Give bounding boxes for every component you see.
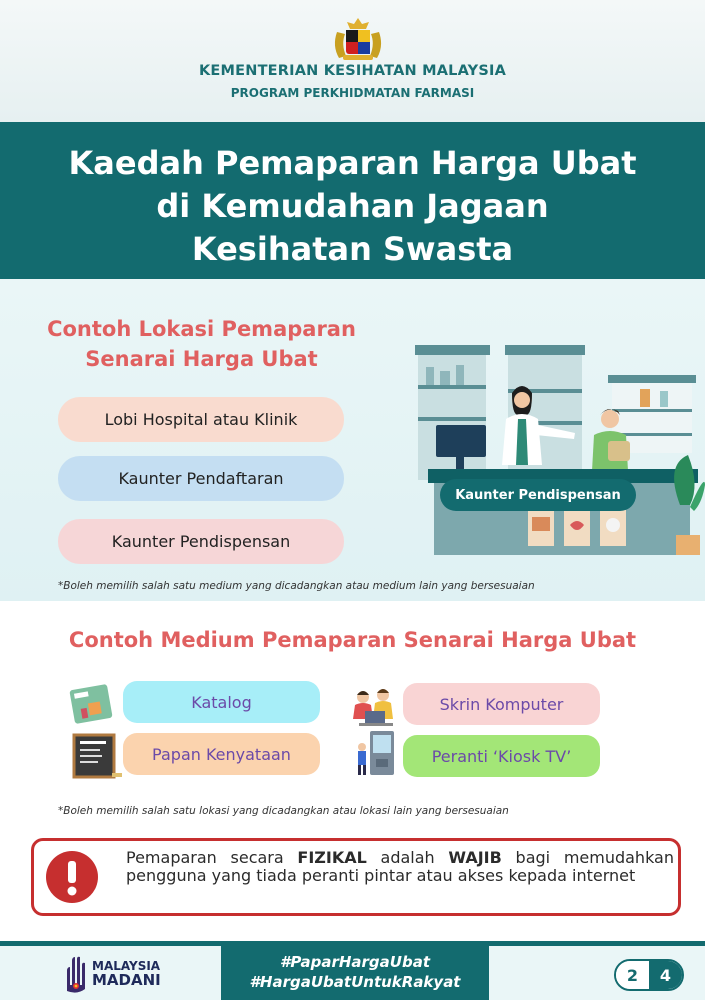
pharmacy-counter-illustration bbox=[410, 345, 705, 575]
hashtag-1: #PaparHargaUbat bbox=[280, 953, 430, 971]
malaysia-madani-logo-icon bbox=[64, 955, 90, 993]
page-footer bbox=[0, 941, 705, 1000]
medium-item-notice-board: Papan Kenyataan bbox=[123, 733, 320, 775]
program-name: PROGRAM PERKHIDMATAN FARMASI bbox=[230, 86, 475, 100]
notice-text-3: bagi memudahkan pengguna yang tiada peranti pintar atau akses kepada internet bbox=[126, 848, 675, 885]
title-line-2: di Kemudahan Jagaan bbox=[156, 187, 549, 225]
notice-bold-mandatory: WAJIB bbox=[448, 848, 502, 867]
tv-kiosk-icon bbox=[352, 729, 404, 777]
mediums-heading: Contoh Medium Pemaparan Senarai Harga Ubat bbox=[68, 628, 637, 652]
madani-logo-line-1: MALAYSIA bbox=[92, 959, 161, 973]
notice-text-2: adalah bbox=[366, 848, 449, 867]
mediums-section bbox=[0, 601, 705, 941]
locations-heading-line-2: Senarai Harga Ubat bbox=[85, 347, 318, 371]
locations-footnote: *Boleh memilih salah satu medium yang dicadangkan atau medium lain yang bersesuaian bbox=[58, 580, 535, 592]
medium-item-tv-kiosk: Peranti ‘Kiosk TV’ bbox=[403, 735, 600, 777]
mediums-footnote: *Boleh memilih salah satu lokasi yang dicadangkan atau lokasi lain yang bersesuaian bbox=[58, 805, 509, 817]
page-title bbox=[20, 142, 685, 271]
locations-section bbox=[0, 279, 705, 601]
page-current: 2 bbox=[616, 961, 649, 989]
location-item-registration: Kaunter Pendaftaran bbox=[58, 456, 344, 501]
hashtag-2: #HargaUbatUntukRakyat bbox=[249, 973, 461, 991]
notice-bold-physical: FIZIKAL bbox=[297, 848, 367, 867]
computer-users-icon bbox=[349, 681, 401, 729]
title-line-1: Kaedah Pemaparan Harga Ubat bbox=[68, 144, 637, 182]
exclamation-icon bbox=[44, 849, 100, 905]
page-indicator bbox=[614, 959, 684, 991]
locations-heading-line-1: Contoh Lokasi Pemaparan bbox=[47, 317, 356, 341]
medium-item-catalog: Katalog bbox=[123, 681, 320, 723]
notice-board-icon bbox=[72, 731, 124, 779]
dispensing-counter-label: Kaunter Pendispensan bbox=[440, 479, 636, 511]
mandatory-notice-box bbox=[31, 838, 681, 916]
title-line-3: Kesihatan Swasta bbox=[191, 230, 514, 268]
location-item-lobby: Lobi Hospital atau Klinik bbox=[58, 397, 344, 442]
location-item-dispensing: Kaunter Pendispensan bbox=[58, 519, 344, 564]
catalog-icon bbox=[66, 681, 118, 729]
coat-of-arms-icon bbox=[329, 16, 387, 62]
mandatory-notice-text bbox=[126, 849, 674, 885]
title-band bbox=[0, 122, 705, 279]
ministry-name: KEMENTERIAN KESIHATAN MALAYSIA bbox=[198, 63, 507, 79]
locations-heading bbox=[14, 314, 389, 374]
hashtag-block bbox=[221, 946, 489, 1000]
madani-logo-line-2: MADANI bbox=[92, 971, 161, 989]
page-total: 4 bbox=[649, 961, 682, 989]
medium-item-computer-screen: Skrin Komputer bbox=[403, 683, 600, 725]
notice-text-1: Pemaparan secara bbox=[126, 848, 298, 867]
page-header bbox=[0, 0, 705, 122]
